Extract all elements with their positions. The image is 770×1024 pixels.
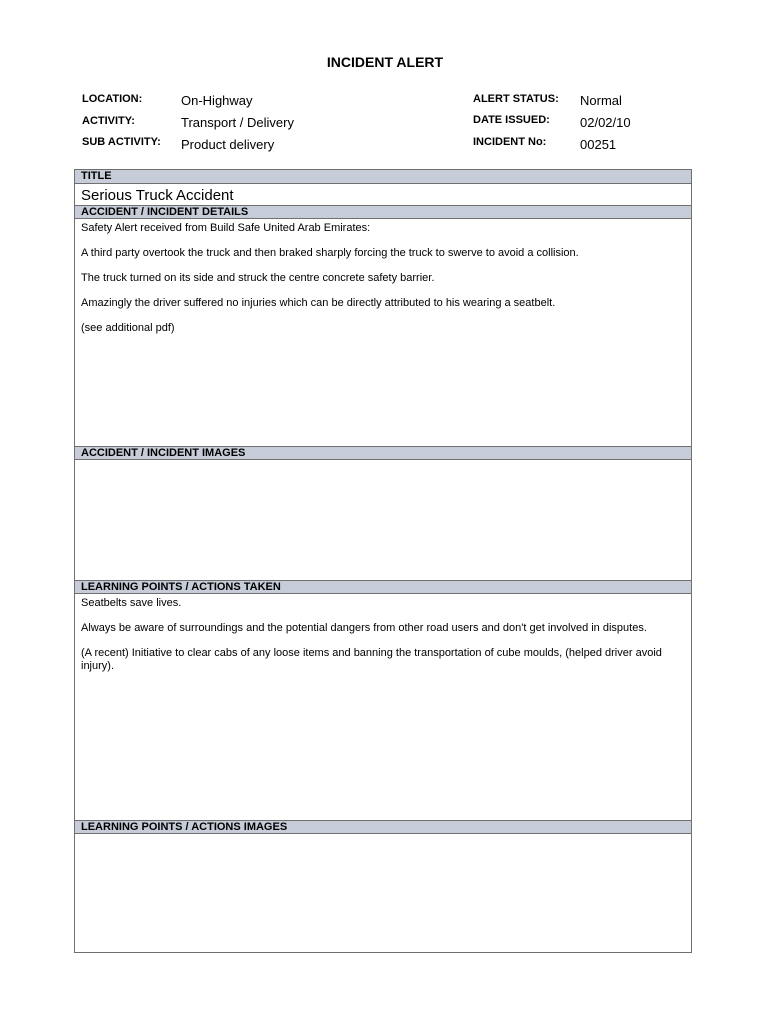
details-section-header: ACCIDENT / INCIDENT DETAILS bbox=[75, 205, 691, 219]
date-issued-label: DATE ISSUED: bbox=[473, 114, 550, 126]
learning-paragraph: (A recent) Initiative to clear cabs of any loose items and banning the transportation of cube moulds, (helped driver avoid injury). bbox=[81, 647, 662, 672]
learning-images-area bbox=[75, 834, 691, 952]
details-paragraph: The truck turned on its side and struck the centre concrete safety barrier. bbox=[81, 272, 435, 284]
activity-label: ACTIVITY: bbox=[82, 115, 135, 127]
document-title: INCIDENT ALERT bbox=[326, 54, 444, 70]
incident-title: Serious Truck Accident bbox=[81, 187, 234, 204]
location-label: LOCATION: bbox=[82, 93, 143, 105]
details-paragraph: (see additional pdf) bbox=[81, 322, 175, 334]
alert-status-value: Normal bbox=[580, 93, 622, 108]
learning-paragraph: Always be aware of surroundings and the potential dangers from other road users and don't get involved in disputes. bbox=[81, 622, 647, 634]
incident-images-area bbox=[75, 460, 691, 580]
learning-points-section-body bbox=[81, 597, 681, 685]
incident-images-section-header: ACCIDENT / INCIDENT IMAGES bbox=[75, 446, 691, 460]
incident-form bbox=[74, 169, 692, 953]
activity-value: Transport / Delivery bbox=[181, 115, 294, 130]
incident-no-value: 00251 bbox=[580, 137, 617, 152]
details-paragraph: Safety Alert received from Build Safe United Arab Emirates: bbox=[81, 222, 371, 234]
details-paragraph: Amazingly the driver suffered no injuries which can be directly attributed to his wearing a seatbelt. bbox=[81, 297, 556, 309]
sub-activity-value: Product delivery bbox=[181, 137, 275, 152]
details-section-body bbox=[81, 222, 681, 347]
learning-points-section-header: LEARNING POINTS / ACTIONS TAKEN bbox=[75, 580, 691, 594]
learning-paragraph: Seatbelts save lives. bbox=[81, 597, 182, 609]
learning-images-section-header: LEARNING POINTS / ACTIONS IMAGES bbox=[75, 820, 691, 834]
date-issued-value: 02/02/10 bbox=[580, 115, 631, 130]
title-section-header: TITLE bbox=[75, 170, 691, 184]
location-value: On-Highway bbox=[181, 93, 253, 108]
sub-activity-label: SUB ACTIVITY: bbox=[82, 136, 161, 148]
alert-status-label: ALERT STATUS: bbox=[473, 93, 559, 105]
details-paragraph: A third party overtook the truck and then braked sharply forcing the truck to swerve to avoid a collision. bbox=[81, 247, 579, 259]
incident-no-label: INCIDENT No: bbox=[473, 136, 547, 148]
